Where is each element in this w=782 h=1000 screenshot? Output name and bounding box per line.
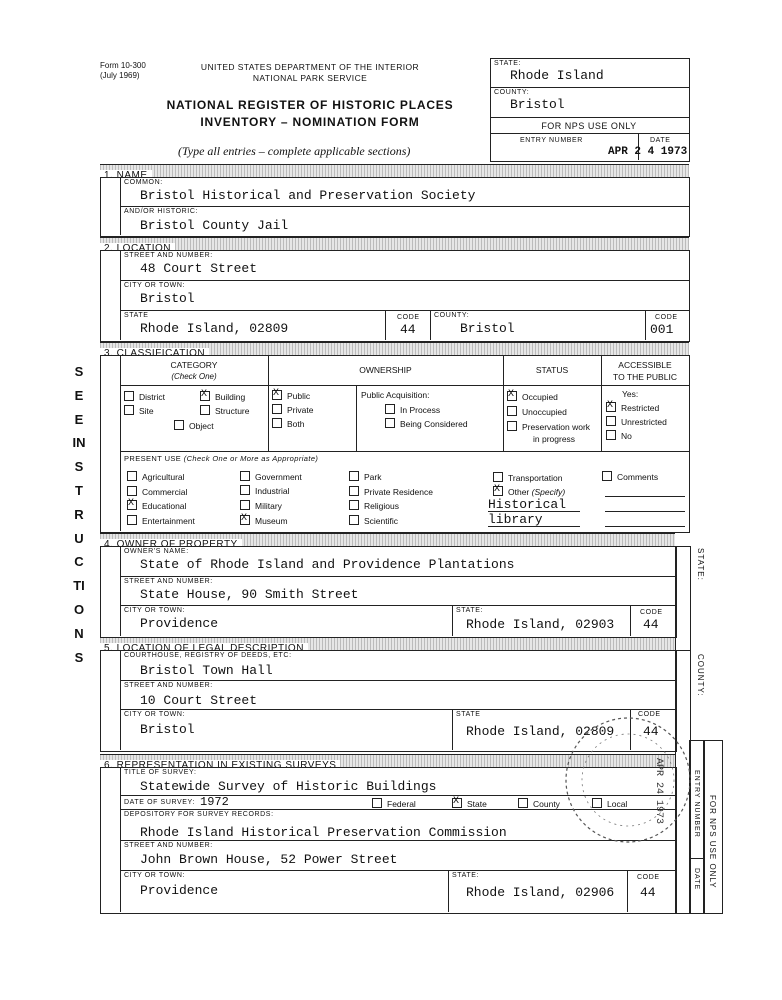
option-label: Scientific	[364, 516, 399, 526]
status-unoccupied[interactable]	[507, 406, 567, 417]
checkbox[interactable]	[174, 420, 184, 430]
checkbox-checked[interactable]	[240, 515, 250, 525]
option-label: Private Residence	[364, 487, 433, 497]
option-label: Transportation	[508, 473, 563, 483]
legal-state-label: STATE	[456, 711, 481, 718]
status-preservation[interactable]	[507, 421, 590, 432]
location-state-value: Rhode Island, 02809	[140, 321, 289, 336]
right-margin-nps-use: FOR NPS USE ONLY	[708, 795, 717, 889]
survey-title-label: TITLE OF SURVEY:	[124, 769, 197, 776]
checkbox[interactable]	[372, 798, 382, 808]
checkbox-checked[interactable]	[272, 390, 282, 400]
service-text: NATIONAL PARK SERVICE	[252, 73, 368, 83]
checkbox[interactable]	[127, 515, 137, 525]
checkbox[interactable]	[240, 485, 250, 495]
accessible-header	[601, 359, 689, 383]
category-label: CATEGORY	[170, 360, 218, 370]
ownership-both[interactable]	[272, 418, 305, 429]
location-street-value: 48 Court Street	[140, 261, 258, 276]
survey-date-value: 1972	[200, 795, 229, 809]
form-date-text: (July 1969)	[100, 71, 140, 80]
owner-code-value: 44	[643, 617, 659, 632]
instructions-text: (Type all entries – complete applicable sections)	[178, 144, 411, 158]
checkbox[interactable]	[349, 486, 359, 496]
form-title-line1: NATIONAL REGISTER OF HISTORIC PLACES	[166, 98, 454, 112]
checkbox[interactable]	[602, 471, 612, 481]
use-entertainment[interactable]	[127, 515, 195, 526]
owner-name-label: OWNER'S NAME:	[124, 548, 189, 555]
survey-federal[interactable]	[372, 798, 416, 809]
section2-title: 2. LOCATION	[100, 243, 175, 255]
option-label: Both	[287, 419, 305, 429]
owner-street-label: STREET AND NUMBER:	[124, 578, 213, 585]
right-margin-state-label: STATE:	[696, 548, 705, 581]
form-title-line2: INVENTORY – NOMINATION FORM	[200, 115, 420, 129]
historic-name-value: Bristol County Jail	[140, 218, 289, 233]
location-county-value: Bristol	[460, 321, 515, 336]
checkbox-checked[interactable]	[493, 486, 503, 496]
status-occupied[interactable]	[507, 391, 558, 402]
header-state-label: STATE:	[494, 60, 522, 67]
see-instructions-side-text: SEE INSTRUCTIONS	[72, 364, 86, 665]
acquisition-in-process[interactable]	[385, 404, 440, 415]
location-state-code-value: 44	[400, 322, 416, 337]
use-government[interactable]	[240, 471, 302, 482]
ownership-private[interactable]	[272, 404, 313, 415]
header-county-label: COUNTY:	[494, 89, 530, 96]
legal-street-value: 10 Court Street	[140, 693, 258, 708]
checkbox-checked[interactable]	[452, 798, 462, 808]
category-structure[interactable]	[200, 405, 250, 416]
option-label: Commercial	[142, 487, 188, 497]
other-specify-value1: Historical	[488, 497, 567, 512]
survey-city-value: Providence	[140, 883, 219, 898]
option-label: Unrestricted	[621, 417, 667, 427]
depository-label: DEPOSITORY FOR SURVEY RECORDS:	[124, 811, 274, 818]
option-label: Museum	[255, 516, 288, 526]
checkbox[interactable]	[240, 500, 250, 510]
courthouse-label: COURTHOUSE, REGISTRY OF DEEDS, ETC:	[124, 652, 292, 659]
accessible-no[interactable]	[606, 430, 632, 441]
status-label: STATUS	[535, 365, 569, 375]
right-margin-county-label: COUNTY:	[696, 654, 705, 697]
survey-title-value: Statewide Survey of Historic Buildings	[140, 779, 437, 794]
checkbox[interactable]	[240, 471, 250, 481]
option-label: Agricultural	[142, 472, 185, 482]
checkbox[interactable]	[493, 472, 503, 482]
option-label: Local	[607, 799, 628, 809]
option-label: In Process	[400, 405, 441, 415]
owner-name-value: State of Rhode Island and Providence Plantations	[140, 557, 515, 572]
location-state-label: STATE	[124, 312, 149, 319]
checkbox[interactable]	[124, 391, 134, 401]
checkbox[interactable]	[200, 405, 210, 415]
checkbox[interactable]	[349, 515, 359, 525]
survey-state[interactable]	[452, 798, 487, 809]
option-label: Structure	[215, 406, 250, 416]
option-label: No	[621, 431, 632, 441]
checkbox[interactable]	[127, 471, 137, 481]
option-label: District	[139, 392, 165, 402]
category-building[interactable]	[200, 391, 245, 402]
courthouse-value: Bristol Town Hall	[140, 663, 273, 678]
survey-state-label: STATE:	[452, 872, 480, 879]
option-label: Being Considered	[400, 419, 468, 429]
option-label: Educational	[142, 501, 187, 511]
received-stamp-icon	[558, 710, 698, 850]
section4-bar	[100, 533, 675, 550]
historic-name-label: AND/OR HISTORIC:	[124, 208, 199, 215]
checkbox-checked[interactable]	[127, 500, 137, 510]
option-label: Industrial	[255, 486, 290, 496]
checkbox[interactable]	[606, 430, 616, 440]
common-name-label: COMMON:	[124, 179, 163, 186]
option-label: Preservation work	[522, 422, 591, 432]
option-label: Military	[255, 501, 282, 511]
checkbox-checked[interactable]	[507, 391, 517, 401]
section1-bar	[100, 164, 689, 181]
checkbox[interactable]	[518, 798, 528, 808]
option-label-specify: (Specify)	[531, 487, 566, 497]
public-acquisition-label: Public Acquisition:	[361, 390, 430, 400]
right-margin-date: DATE	[693, 868, 700, 891]
checkbox[interactable]	[349, 500, 359, 510]
section6-title: 6. REPRESENTATION IN EXISTING SURVEYS	[100, 760, 340, 772]
checkbox[interactable]	[385, 418, 395, 428]
form-title	[150, 97, 470, 131]
option-label: Site	[139, 406, 154, 416]
header-entry-number-label: ENTRY NUMBER	[520, 137, 583, 144]
form-number	[100, 61, 146, 81]
use-scientific[interactable]	[349, 515, 398, 526]
option-label: Other	[508, 487, 530, 497]
accessible-yes-label: Yes:	[622, 389, 639, 399]
form-number-text: Form 10-300	[100, 61, 146, 70]
use-educational[interactable]	[127, 500, 186, 511]
legal-street-label: STREET AND NUMBER:	[124, 682, 213, 689]
survey-code-value: 44	[640, 885, 656, 900]
department-heading	[180, 62, 440, 84]
option-label: Federal	[387, 799, 416, 809]
section5-title: 5. LOCATION OF LEGAL DESCRIPTION	[100, 643, 308, 655]
use-transportation[interactable]	[493, 472, 563, 483]
checkbox[interactable]	[272, 404, 282, 414]
category-district[interactable]	[124, 391, 165, 402]
checkbox[interactable]	[385, 404, 395, 414]
ownership-public[interactable]	[272, 390, 310, 401]
owner-state-label: STATE:	[456, 607, 484, 614]
ownership-label: OWNERSHIP	[359, 365, 412, 375]
location-street-label: STREET AND NUMBER:	[124, 252, 213, 259]
legal-city-label: CITY OR TOWN:	[124, 711, 186, 718]
header-received-date-stamp: APR 2 4 1973	[608, 146, 688, 158]
survey-street-label: STREET AND NUMBER:	[124, 842, 213, 849]
use-other[interactable]	[493, 486, 565, 497]
header-state-value: Rhode Island	[510, 68, 604, 83]
checkbox[interactable]	[507, 406, 517, 416]
location-county-code-label: CODE	[655, 314, 678, 321]
survey-county[interactable]	[518, 798, 560, 809]
option-label: Comments	[617, 472, 659, 482]
accessible-label2: TO THE PUBLIC	[613, 372, 677, 382]
option-label: Religious	[364, 501, 399, 511]
option-label: Government	[255, 472, 302, 482]
use-comments[interactable]	[602, 471, 658, 482]
owner-city-label: CITY OR TOWN:	[124, 607, 186, 614]
option-label: Public	[287, 391, 311, 401]
header-county-value: Bristol	[510, 97, 565, 112]
accessible-label: ACCESSIBLE	[618, 360, 672, 370]
section4-title: 4. OWNER OF PROPERTY	[100, 539, 242, 551]
option-label: Object	[189, 421, 214, 431]
category-object[interactable]	[174, 420, 214, 431]
received-stamp-date: APR 24 1973	[653, 758, 664, 825]
location-state-code-label: CODE	[397, 314, 420, 321]
category-site[interactable]	[124, 405, 154, 416]
status-in-progress-text: in progress	[533, 434, 576, 444]
legal-city-value: Bristol	[140, 722, 195, 737]
use-industrial[interactable]	[240, 485, 290, 496]
legal-code-label: CODE	[638, 711, 661, 718]
checkbox[interactable]	[349, 471, 359, 481]
section3-bar	[100, 342, 689, 359]
received-stamp	[558, 710, 698, 850]
category-sub: (Check One)	[171, 372, 217, 381]
use-commercial[interactable]	[127, 486, 187, 497]
use-military[interactable]	[240, 500, 282, 511]
owner-street-value: State House, 90 Smith Street	[140, 587, 359, 602]
use-private-residence[interactable]	[349, 486, 433, 497]
accessible-restricted[interactable]	[606, 402, 659, 413]
checkbox[interactable]	[124, 405, 134, 415]
header-nps-use: FOR NPS USE ONLY	[541, 121, 637, 131]
option-label: Park	[364, 472, 382, 482]
present-use-sub: (Check One or More as Appropriate)	[183, 454, 319, 463]
acquisition-being-considered[interactable]	[385, 418, 468, 429]
use-museum[interactable]	[240, 515, 288, 526]
location-county-label: COUNTY:	[434, 312, 470, 319]
option-label: Occupied	[522, 392, 558, 402]
owner-city-value: Providence	[140, 616, 219, 631]
checkbox-checked[interactable]	[200, 391, 210, 401]
section3-title: 3. CLASSIFICATION	[100, 348, 209, 360]
section5-bar	[100, 637, 675, 654]
survey-date-label: DATE OF SURVEY:	[124, 799, 195, 806]
survey-code-label: CODE	[637, 874, 660, 881]
use-park[interactable]	[349, 471, 381, 482]
location-city-label: CITY OR TOWN:	[124, 282, 186, 289]
section2-bar	[100, 237, 689, 254]
location-city-value: Bristol	[140, 291, 195, 306]
present-use-label: PRESENT USE	[124, 454, 182, 463]
survey-state-value: Rhode Island, 02906	[466, 885, 615, 900]
category-header	[120, 359, 268, 383]
use-agricultural[interactable]	[127, 471, 185, 482]
legal-code-value: 44	[643, 724, 659, 739]
owner-state-value: Rhode Island, 02903	[466, 617, 615, 632]
option-label: County	[533, 799, 560, 809]
checkbox[interactable]	[272, 418, 282, 428]
section1-title: 1. NAME	[100, 170, 152, 182]
header-date-label: DATE	[650, 137, 671, 144]
other-specify-value2: library	[488, 512, 543, 527]
option-label: Building	[215, 392, 246, 402]
checkbox[interactable]	[507, 421, 517, 431]
present-use-header	[124, 454, 318, 463]
option-label: Restricted	[621, 403, 660, 413]
common-name-value: Bristol Historical and Preservation Society	[140, 188, 476, 203]
use-religious[interactable]	[349, 500, 399, 511]
department-text: UNITED STATES DEPARTMENT OF THE INTERIOR	[200, 62, 420, 72]
right-margin-entry-number: ENTRY NUMBER	[693, 770, 700, 838]
accessible-unrestricted[interactable]	[606, 416, 667, 427]
option-label: Entertainment	[142, 516, 195, 526]
checkbox[interactable]	[127, 486, 137, 496]
option-label: Unoccupied	[522, 407, 567, 417]
survey-street-value: John Brown House, 52 Power Street	[140, 852, 398, 867]
option-label: Private	[287, 405, 314, 415]
option-label: State	[467, 799, 487, 809]
checkbox-checked[interactable]	[606, 402, 616, 412]
checkbox[interactable]	[606, 416, 616, 426]
location-county-code-value: 001	[650, 322, 674, 337]
legal-state-value: Rhode Island, 02809	[466, 724, 615, 739]
survey-city-label: CITY OR TOWN:	[124, 872, 186, 879]
owner-code-label: CODE	[640, 609, 663, 616]
depository-value: Rhode Island Historical Preservation Commission	[140, 825, 507, 840]
